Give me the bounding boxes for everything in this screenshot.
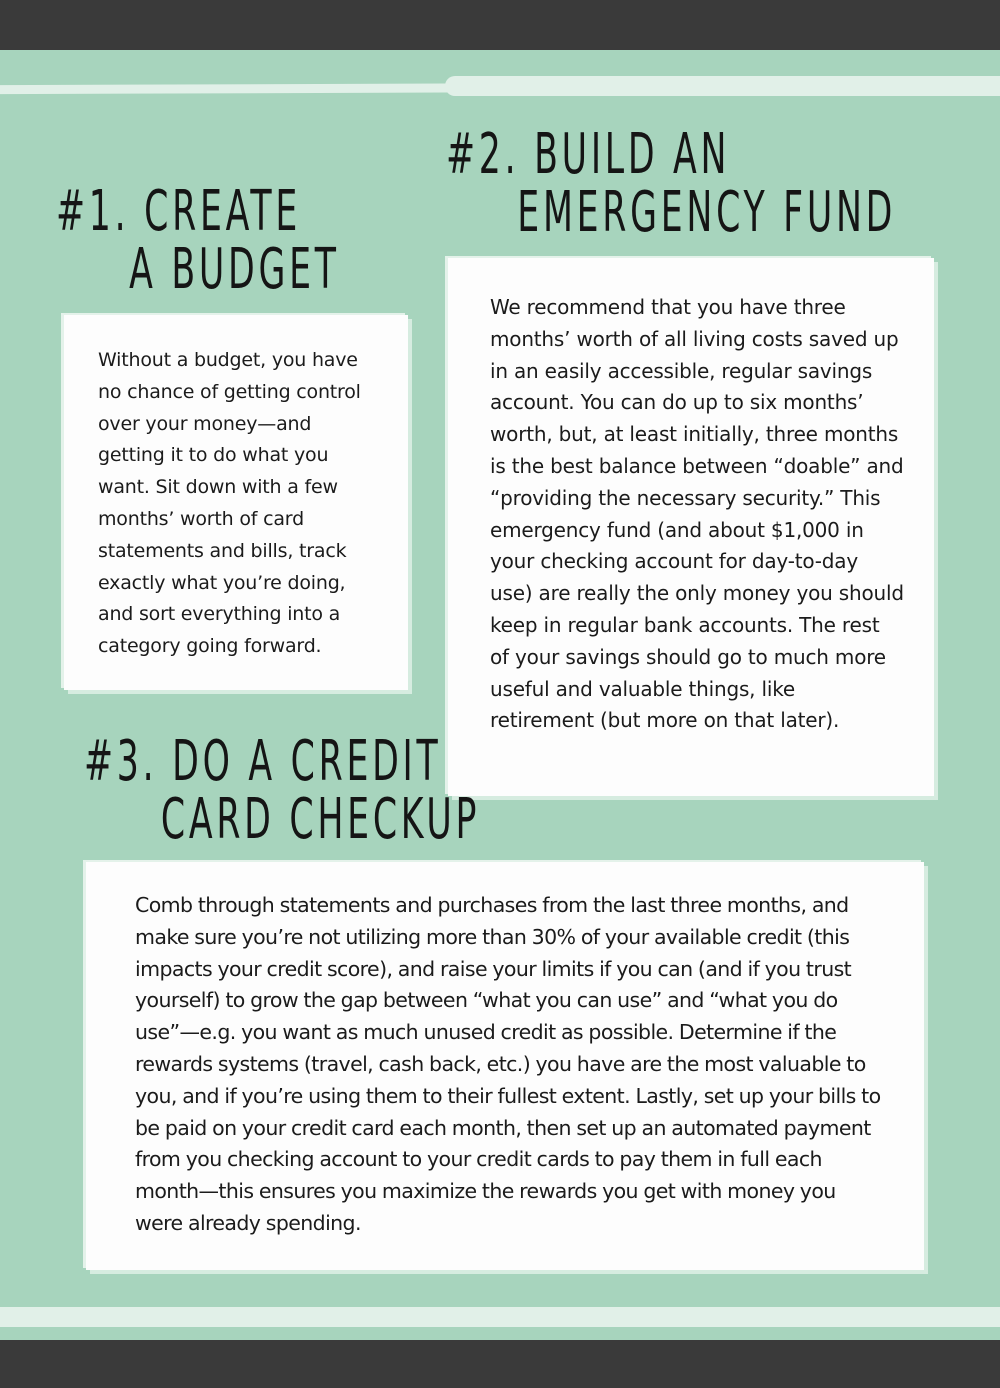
tip-2-title-line1: BUILD AN [534, 122, 731, 187]
tip-2-heading [446, 122, 897, 245]
tip-2-body: We recommend that you have three months’ worth of all living costs saved up in an easily accessible, regular savings account. You can do up to six months’ worth, but, at least initially, three months is the best balance between “doable” and “providing the necessary security.” This emergency fund (and about $1,000 in your checking account for day-to-day use) are really the only money you should keep in regular bank accounts. The rest of your savings should go to much more useful and valuable things, like retirement (but more on that later). [490, 295, 904, 733]
tip-1-title-line1: CREATE [144, 179, 301, 244]
tip-2-card [448, 258, 934, 796]
tip-1-title-line2: A BUDGET [129, 237, 340, 302]
tip-3-title-line2: CARD CHECKUP [160, 787, 481, 852]
tip-1-number: #1. [56, 179, 130, 244]
brush-stroke-bottom [0, 1307, 1000, 1327]
tip-1-card [64, 315, 408, 690]
tip-3-number: #3. [84, 729, 158, 794]
tip-2-title-line2: EMERGENCY FUND [517, 180, 897, 245]
tip-3-body: Comb through statements and purchases from the last three months, and make sure you’re not utilizing more than 30% of your available credit (this impacts your credit score), and raise your limits if you can (and if you trust yourself) to grow the gap between “what you can use” and “what you do use”—e.g. you want as much unused credit as possible. Determine if the rewards systems (travel, cash back, etc.) you have are the most valuable to you, and if you’re using them to their fullest extent. Lastly, set up your bills to be paid on your credit card each month, then set up an automated payment from you checking account to your credit cards to pay them in full each month—this ensures you maximize the rewards you get with money you were already spending. [135, 893, 881, 1235]
tip-1-body: Without a budget, you have no chance of getting control over your money—and getting it to do what you want. Sit down with a few months’ worth of card statements and bills, track exactly what you’re doing, and sort everything into a category going forward. [98, 349, 361, 658]
tip-1-heading [56, 179, 340, 302]
tip-3-heading [84, 729, 481, 852]
brush-stroke-top-right [445, 76, 1000, 96]
tip-3-title-line1: DO A CREDIT [172, 729, 442, 794]
tip-2-number: #2. [446, 122, 520, 187]
tip-3-card [86, 862, 924, 1270]
